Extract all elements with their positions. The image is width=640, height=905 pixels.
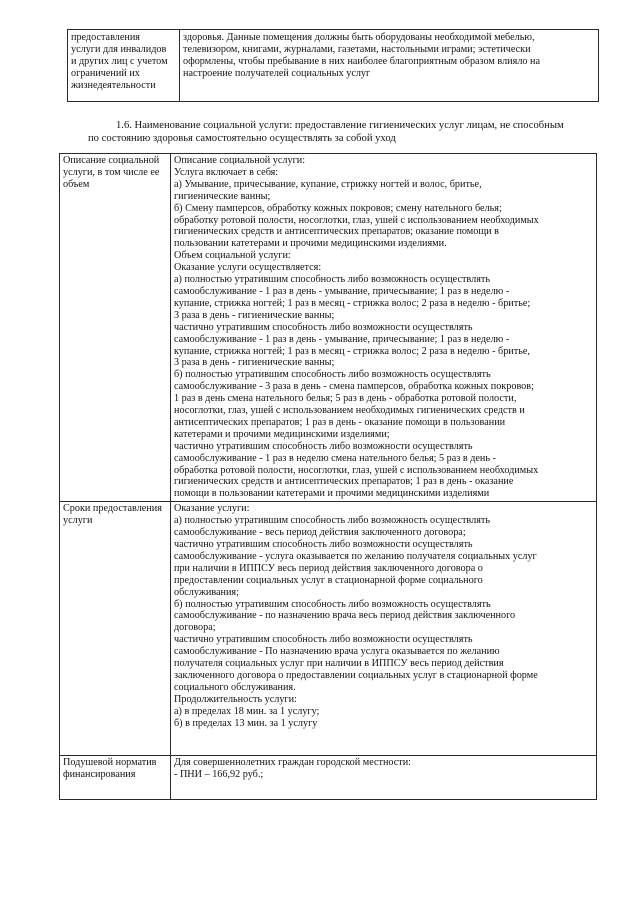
row-label-description (60, 154, 171, 502)
text-line: договора; (174, 622, 216, 634)
text-line: частично утратившим способность либо возможности осуществлять (174, 539, 473, 550)
row-content-terms (171, 502, 597, 756)
text-line: услуги (63, 515, 93, 527)
text-line: Описание социальной (63, 155, 160, 166)
text-line: объем (63, 178, 90, 190)
text-line: и других лиц с учетом (71, 55, 168, 67)
text-line: Оказание услуги: (174, 503, 250, 515)
text-line: купание, стрижка ногтей; 1 раз в месяц - стрижка волос; 2 раза в неделю - бритье; (174, 297, 531, 309)
text-line: жизнедеятельности (71, 79, 156, 91)
text-line: Оказание услуги осуществляется: (174, 262, 322, 274)
text-line: услуги для инвалидов (71, 43, 167, 55)
text-line: Объем социальной услуги: (174, 250, 291, 262)
text-line: частично утратившим способность либо возможности осуществлять (174, 440, 473, 452)
text-line: обслуживания; (174, 586, 239, 598)
text-line: гигиенических средств и антисептических препаратов; 1 раз в день - оказание (174, 476, 514, 488)
text-line: финансирования (63, 769, 136, 781)
section-heading (88, 120, 598, 145)
text-line: самообслуживание - по назначению врача весь период действия заключенного (174, 610, 516, 622)
text-line: самообслуживание - услуга оказывается по желанию получателя социальных услуг (174, 550, 537, 562)
table-row-financing (60, 756, 597, 800)
table-row (68, 30, 599, 102)
text-line: получателя социальных услуг при наличии в ИППСУ весь период действия (174, 658, 504, 670)
text-line: здоровья. Данные помещения должны быть оборудованы необходимой мебелью, (183, 32, 535, 43)
text-line: телевизором, книгами, журналами, газетами, настольными играми; эстетически (183, 43, 531, 55)
text-line: Подушевой норматив (63, 757, 157, 769)
row-label-terms (60, 502, 171, 756)
text-line: услуги, в том числе ее (63, 166, 160, 178)
text-line: а) Умывание, причесывание, купание, стрижку ногтей и волос, бритье, (174, 178, 482, 190)
text-line: обработка ротовой полости, носоглотки, глаз, ушей с использованием необходимых (174, 464, 539, 476)
text-line: частично утратившим способность либо возможности осуществлять (174, 321, 473, 333)
table-row-description (60, 154, 597, 502)
text-line: гигиенические ванны; (174, 190, 271, 202)
text-line: 3 раза в день - гигиенические ванны; (174, 357, 335, 369)
top-table-fragment (67, 29, 599, 102)
text-line: купание, стрижка ногтей; 1 раз в месяц - стрижка волос; 2 раза в неделю - бритье, (174, 345, 530, 357)
text-line: а) в пределах 18 мин. за 1 услугу; (174, 705, 320, 717)
text-line: предоставлении социальных услуг в стационарной форме социального (174, 574, 483, 586)
text-line: самообслуживание - 1 раз в неделю смена нательного белья; 5 раз в день - (174, 452, 496, 464)
table-row-terms (60, 502, 597, 756)
row-label-financing (60, 756, 171, 800)
text-line: самообслуживание - 1 раз в день - умывание, причесывание; 1 раз в неделю - (174, 333, 510, 345)
text-line: самообслуживание - 1 раз в день - умывание, причесывание; 1 раз в неделю - (174, 285, 510, 297)
text-line: Сроки предоставления (63, 503, 162, 515)
row-content-financing (171, 756, 597, 800)
top-row-label (68, 30, 180, 102)
top-row-content (180, 30, 599, 102)
service-details-table (59, 153, 597, 800)
text-line: настроение получателей социальных услуг (183, 67, 371, 79)
text-line: при наличии в ИППСУ весь период действия заключенного договора о (174, 562, 483, 574)
text-line: б) полностью утратившим способность либо возможность осуществлять (174, 369, 491, 381)
text-line: носоглотки, глаз, ушей с использованием необходимых гигиенических средств и (174, 405, 525, 417)
text-line: б) Смену памперсов, обработку кожных покровов; смену нательного белья; (174, 202, 502, 214)
text-line: ограничений их (71, 67, 140, 79)
text-line: Услуга включает в себя: (174, 166, 279, 178)
text-line: Для совершеннолетних граждан городской местности: (174, 757, 412, 769)
text-line: 3 раза в день - гигиенические ванны; (174, 309, 335, 321)
text-line: Описание социальной услуги: (174, 155, 306, 166)
text-line: Продолжительность услуги: (174, 693, 297, 705)
text-line: самообслуживание - 3 раза в день - смена памперсов, обработка кожных покровов; (174, 381, 534, 393)
text-line: обработку ротовой полости, носоглотки, глаз, ушей с использованием необходимых (174, 214, 539, 226)
text-line: предоставления (71, 32, 140, 43)
text-line: помощи в пользовании катетерами и прочими медицинскими изделиями (174, 488, 490, 500)
text-line: частично утратившим способность либо возможности осуществлять (174, 634, 473, 646)
text-line: 1 раз в день смена нательного белья; 5 раз в день - обработка ротовой полости, (174, 393, 517, 405)
text-line: - ПНИ – 166,92 руб.; (174, 769, 264, 781)
text-line: гигиенических средств и антисептических препаратов; оказание помощи в (174, 226, 499, 238)
text-line: а) полностью утратившим способность либо возможность осуществлять (174, 274, 490, 286)
text-line: б) в пределах 13 мин. за 1 услугу (174, 717, 318, 729)
text-line: заключенного договора о предоставлении социальных услуг в стационарной форме (174, 669, 538, 681)
row-content-description (171, 154, 597, 502)
text-line: а) полностью утратившим способность либо возможность осуществлять (174, 515, 490, 527)
text-line: б) полностью утратившим способность либо возможность осуществлять (174, 598, 491, 610)
text-line: самообслуживание - По назначению врача услуга оказывается по желанию (174, 646, 500, 658)
text-line: самообслуживание - весь период действия заключенного договора; (174, 527, 466, 539)
text-line: пользовании катетерами и прочими медицинскими изделиями. (174, 238, 447, 250)
section-heading-line-1: 1.6. Наименование социальной услуги: предоставление гигиенических услуг лицам, не способным (116, 120, 564, 131)
text-line: катетерами и прочими медицинскими изделиями; (174, 428, 390, 440)
section-heading-line-2: по состоянию здоровья самостоятельно осуществлять за собой уход (88, 132, 396, 144)
text-line: антисептических препаратов; 1 раз в день - оказание помощи в пользовании (174, 416, 506, 428)
text-line: оформлены, чтобы пребывание в них наиболее благоприятным образом влияло на (183, 55, 541, 67)
text-line: социального обслуживания. (174, 681, 296, 693)
